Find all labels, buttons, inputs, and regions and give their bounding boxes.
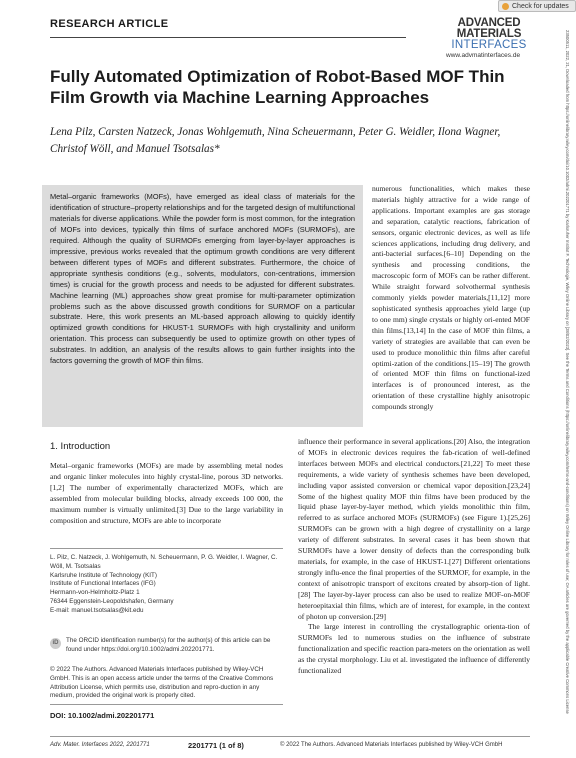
- affiliation-block: L. Pilz, C. Natzeck, J. Wohlgemuth, N. Scheuermann, P. G. Weidler, I. Wagner, C. Wöll, M. Tsotsalas Karlsruhe Institute of Technology (KIT) Institute of Functional Interfaces (IFG) Hermann-von-Helmholtz-Platz 1 76344 Eggenstein-Leopoldshafen, Germany E-mail: manuel.tsotsalas@kit.edu: [50, 554, 278, 614]
- right-column-top-text: numerous functionalities, which makes these materials highly attractive for a wide range of applications. Important examples are gas storage and separation, catalytic reactions, fabrication of sensors, organic electronic devices, as well as life sciences applications, including drug delivery, and anti-bacterial surfaces.[6–10] Depending on the synthesis and processing conditions, the macroscopic form of MOFs can be rather different. While straight forward solvothermal synthesis commonly yields powder materials,[11,12] more sophisticated synthesis approaches yield large (up to one mm) single crystals or highly ori-ented MOF thin films.[13,14] In the case of MOF thin films, a variety of strategies are available that can even be used to produce monolithic thin films after careful optimi-zation of the conditions.[15–19] The growth of oriented MOF thin films on functional-ized interfaces is of pronounced interest, as the orientation of these crystalline highly anisotropic compounds strongly: [372, 184, 530, 412]
- abstract-text: Metal–organic frameworks (MOFs), have emerged as ideal class of materials for the identification of structure–property relationships and for the targeted design of multifunctional materials for diverse applications. While the powder form is most common, for the integration of MOFs into devices, typically thin films of surface anchored MOFs (SURMOFs), are required. Although the quality of SURMOFs emerging from layer-by-layer approaches is impressive, previous works revealed that the optimum growth conditions are very different between different types of MOFs and different substrates. Furthermore, the choice of appropriate synthesis conditions (e.g., solvents, modulators, con-centrations, immersion times) is crucial for the growth process and needs to be adjusted for different substrates. Machine learning (ML) approaches show great promise for multi-parameter optimization problems such as the above discussed growth conditions for SURMOF on a particular substrate. Here, this work presents an ML-based approach allowing to quickly identify optimized growth conditions for HKUST-1 SURMOFs with high crystallinity and uniform orientation. This process can subsequently be used to optimize growth on other types of substrates. In addition, an analysis of the results allows to gain further insights into the factors governing the growth of MOF thin films.: [50, 192, 355, 366]
- check-updates-label: Check for updates: [512, 2, 569, 10]
- orcid-icon: iD: [50, 638, 61, 649]
- right-column-paragraph-2: The large interest in controlling the crystallographic orienta-tion of SURMOFs led to numerous studies on the influence of substrate functionalization and specific reaction para-meters on the orientation as well as the crystal morphology. Liu et al. investigated the influence of differently functionalized: [298, 622, 530, 676]
- journal-url[interactable]: www.advmatinterfaces.de: [446, 52, 521, 59]
- doi-divider: [50, 704, 283, 705]
- section-label: RESEARCH ARTICLE: [50, 18, 169, 30]
- header-divider: [50, 37, 406, 38]
- license-note: © 2022 The Authors. Advanced Materials Interfaces published by Wiley-VCH GmbH. This is an open access article under the terms of the Creative Commons Attribution License, which permits use, distribution and repro-duction in any medium, provided the original work is properly cited.: [50, 666, 274, 700]
- article-title: Fully Automated Optimization of Robot-Based MOF Thin Film Growth via Machine Learning Approaches: [50, 67, 505, 107]
- journal-logo-line1: ADVANCED: [457, 17, 521, 29]
- footer-copyright: © 2022 The Authors. Advanced Materials Interfaces published by Wiley-VCH GmbH: [280, 742, 503, 748]
- page-number: 2201771 (1 of 8): [188, 741, 244, 750]
- introduction-text: Metal–organic frameworks (MOFs) are made by assembling metal nodes and organic linker molecules into highly crystal-line, porous 3D networks.[1,2] The number of experimentally characterized MOFs, which are assembled from molecular building blocks, already exceeds 100 000, the maximum number is virtually unlimited.[3] Due to the large variability in composition and structure, MOFs are able to incorporate: [50, 461, 283, 525]
- update-badge-icon: [502, 3, 509, 10]
- check-for-updates-button[interactable]: [498, 0, 576, 12]
- download-side-note: [560, 30, 572, 750]
- affiliation-divider: [50, 548, 283, 549]
- author-list: Lena Pilz, Carsten Natzeck, Jonas Wohlgemuth, Nina Scheuermann, Peter G. Weidler, Ilona Wagner, Christof Wöll, and Manuel Tsotsalas*: [50, 126, 501, 155]
- footer-divider: [50, 736, 530, 737]
- side-note-text: 23500511, 2022, 21, Downloaded from https://onlinelibrary.wiley.com/doi/10.1002/admi.202201771 by Karlsruher Institut F. Technologie, Wiley Online Library on [28/02/2023]. See the Terms and Conditions (https://onlinelibrary.wiley.com/terms-and-conditions) on Wiley Online Library for rules of use; OA articles are governed by the applicable Creative Commons License: [565, 30, 570, 714]
- footer-citation: Adv. Mater. Interfaces 2022, 2201771: [50, 742, 150, 748]
- right-column-paragraph-1: influence their performance in several applications.[20] Also, the integration of MOFs in electronic devices requires the fab-rication of well-defined interfaces between MOFs and electrical conductors.[21,22] To meet these requirements, a wide variety of synthesis schemes have been developed, including vapor assisted conversion or chemical vapor deposition.[23,24] Some of the highest quality MOF thin films have been produced by the liquid phase layer-by-layer method, which yields monolithic thin film, referred to as surface anchored MOFs (SURMOFs) (see Figure 1).[25,26] SURMOFs can be grown with a high degree of crystallinity on a large variety of different substrates. In several cases it has been shown that SURMOFs have a lower density of defects than the corresponding bulk materials, for example, in the case of HKUST-1.[27] Different orientations strongly influ-ence the final properties of the SURMOF, for example, in the context of anisotropic transport of excitons created by absorp-tion of light.[28] The layer-by-layer process can also be used to realize MOF-on-MOF heteroepitaxial thin films, which are of interest, for example, in the context of photon up conversion.[29]: [298, 437, 530, 621]
- orcid-note[interactable]: The ORCID identification number(s) for the author(s) of this article can be found under https://doi.org/10.1002/admi.202201771.: [66, 637, 271, 653]
- doi-link[interactable]: DOI: 10.1002/admi.202201771: [50, 711, 155, 720]
- introduction-heading: 1. Introduction: [50, 441, 111, 452]
- journal-logo: [448, 18, 530, 51]
- journal-logo-line2: MATERIALS: [456, 27, 522, 40]
- journal-logo-line3: INTERFACES: [451, 38, 527, 51]
- right-column-text: [298, 437, 530, 677]
